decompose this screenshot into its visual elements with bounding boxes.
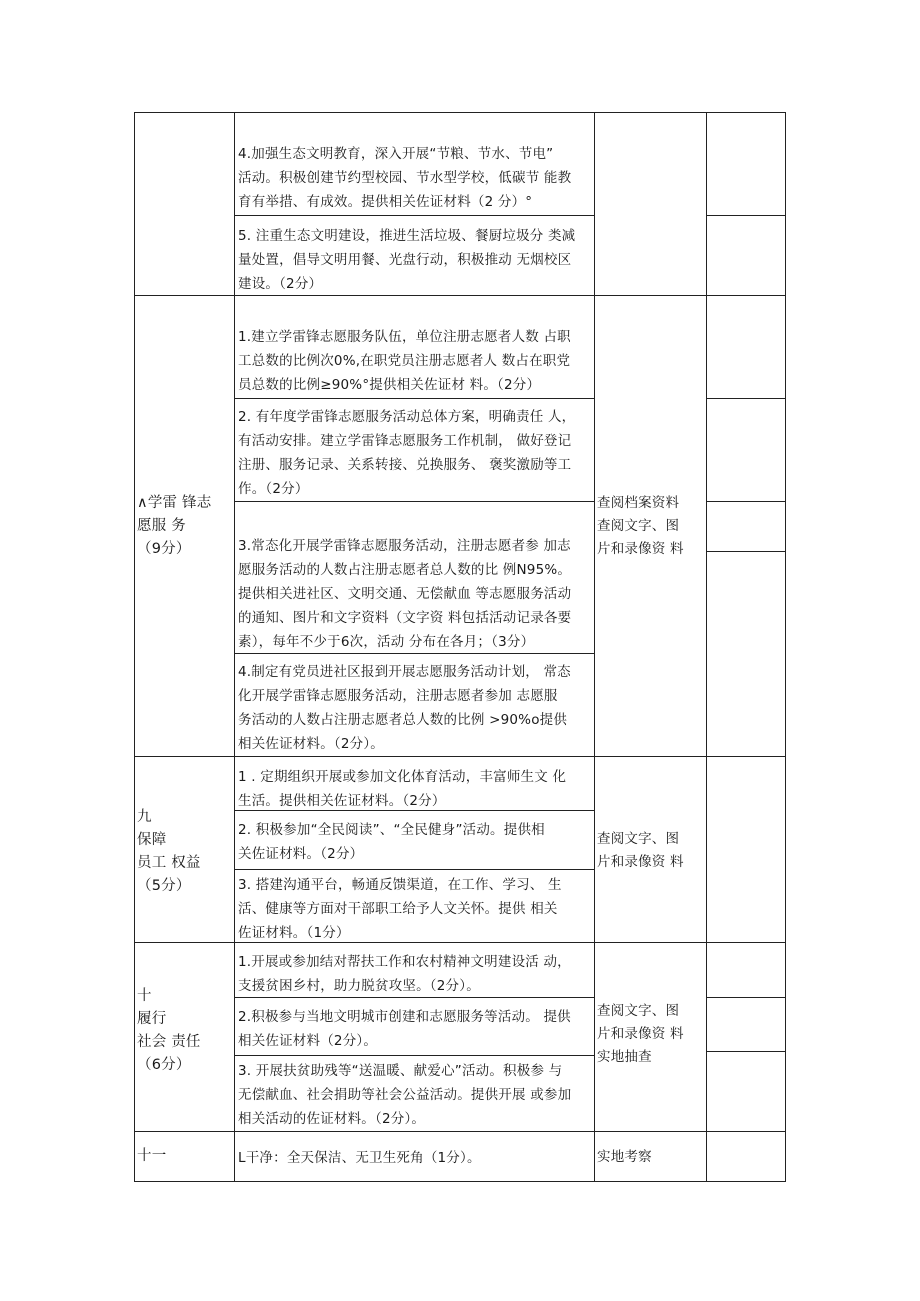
method-rights: 查阅文字、图 片和录像资 料 bbox=[597, 831, 684, 870]
item-ecology-5: 5. 注重生态文明建设，推进生活垃圾、餐厨垃圾分 类减 量处置，倡导文明用餐、光盘行动，积极推动 无烟校区 建设。（2分） bbox=[238, 228, 576, 292]
item-rights-2: 2. 积极参加“全民阅读”、“全民健身”活动。提供相 关佐证材料。（2分） bbox=[238, 822, 545, 862]
item-volunteer-3: 3.常态化开展学雷锋志愿服务活动，注册志愿者参 加志 愿服务活动的人数占注册志愿者总人数的比 例N95%。 提供相关进社区、文明交通、无偿献血 等志愿服务活动 的通知、图片和文字资料（文字资 料包括活动记录各要 素），每年不少于6次，活动 分布在各月；（3分） bbox=[238, 538, 572, 650]
item-volunteer-1: 1.建立学雷锋志愿服务队伍，单位注册志愿者人数 占职 工总数的比例次0%,在职党员注册志愿者人 数占在职党 员总数的比例≥90%°提供相关佐证材 料。（2分） bbox=[238, 329, 571, 393]
item-social-3: 3. 开展扶贫助残等“送温暖、献爱心”活动。积极参 与 无偿献血、社会捐助等社会公益活动。提供开展 或参加 相关活动的佐证材料。（2分）。 bbox=[238, 1063, 572, 1127]
item-rights-1: 1 . 定期组织开展或参加文化体育活动，丰富师生文 化 生活。提供相关佐证材料。（2分） bbox=[238, 769, 567, 809]
category-social-responsibility: 十 履行 社会 责任 （6分） bbox=[137, 988, 201, 1073]
item-volunteer-2: 2. 有年度学雷锋志愿服务活动总体方案，明确责任 人， 有活动安排。建立学雷锋志愿服务工作机制， 做好登记 注册、服务记录、关系转接、兑换服务、 褒奖激励等工 作。（2分） bbox=[238, 409, 576, 497]
item-clean-1: L干净：全天保洁、无卫生死角（1分）。 bbox=[238, 1150, 481, 1166]
category-eleven: 十一 bbox=[137, 1148, 167, 1164]
item-volunteer-4: 4.制定有党员进社区报到开展志愿服务活动计划， 常态 化开展学雷锋志愿服务活动，注册志愿者参加 志愿服 务活动的人数占注册志愿者总人数的比例 >90%o提供 相关佐证材料。（2分）。 bbox=[238, 664, 571, 752]
item-rights-3: 3. 搭建沟通平台，畅通反馈渠道，在工作、学习、 生 活、健康等方面对干部职工给予人文关怀。提供 相关 佐证材料。（1分） bbox=[238, 877, 562, 941]
item-social-2: 2.积极参与当地文明城市创建和志愿服务等活动。 提供 相关佐证材料（2分）。 bbox=[238, 1009, 571, 1049]
category-volunteer-service: ∧学雷 锋志 愿服 务 （9分） bbox=[137, 495, 212, 557]
category-employee-rights: 九 保障 员工 权益 （5分） bbox=[137, 809, 201, 894]
item-ecology-4: 4.加强生态文明教育，深入开展“节粮、节水、节电” 活动。积极创建节约型校园、节水型学校，低碳节 能教 育有举措、有成效。提供相关佐证材料（2 分）° bbox=[238, 146, 572, 210]
method-social: 查阅文字、图 片和录像资 料 实地抽查 bbox=[597, 1003, 684, 1065]
item-social-1: 1.开展或参加结对帮扶工作和农村精神文明建设活 动， 支援贫困乡村，助力脱贫攻坚。（2分）。 bbox=[238, 954, 571, 994]
method-volunteer: 查阅档案资料 查阅文字、图 片和录像资 料 bbox=[597, 495, 684, 557]
method-clean: 实地考察 bbox=[597, 1149, 652, 1165]
